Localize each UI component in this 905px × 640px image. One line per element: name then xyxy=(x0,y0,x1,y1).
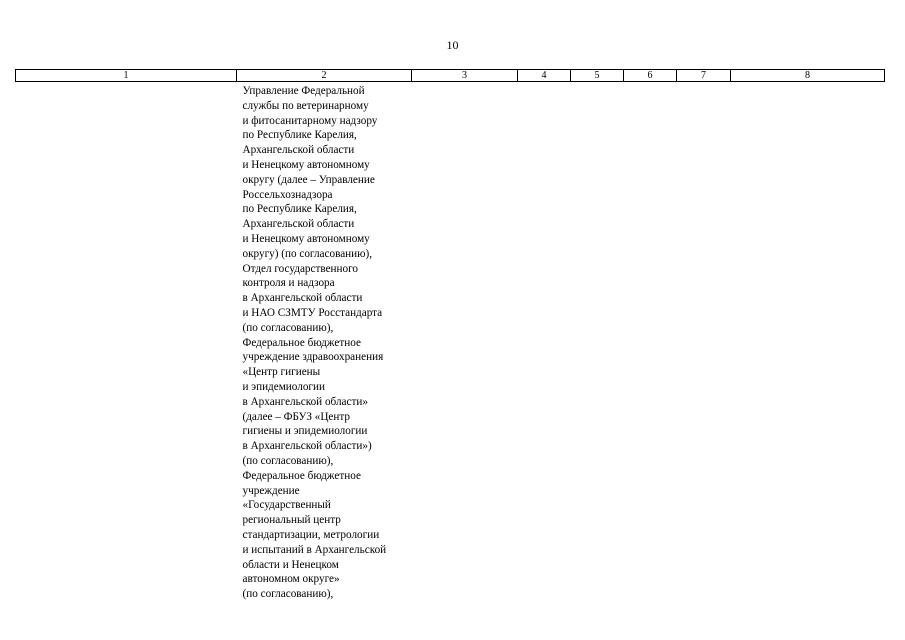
cell-text-line: контроля и надзора xyxy=(242,277,335,290)
table-header-row xyxy=(16,70,885,82)
cell-text-line: гигиены и эпидемиологии xyxy=(242,425,368,438)
table-cell-col2 xyxy=(237,82,412,602)
table-row xyxy=(16,82,885,602)
column-header-8: 8 xyxy=(731,70,885,82)
table-cell-col4 xyxy=(518,82,571,602)
cell-text-line: в Архангельской области») xyxy=(242,440,372,453)
cell-text-line: и НАО СЗМТУ Росстандарта xyxy=(242,306,383,319)
cell-text-line: области и Ненецком xyxy=(242,558,339,571)
cell-text-line: службы по ветеринарному xyxy=(242,99,369,112)
cell-text-line: автономном округе» xyxy=(242,573,340,586)
column-header-5: 5 xyxy=(571,70,624,82)
cell-text-line: Архангельской области xyxy=(242,218,355,231)
table-cell-col3 xyxy=(412,82,518,602)
cell-text-line: в Архангельской области xyxy=(242,292,363,305)
document-table-container xyxy=(15,69,884,602)
responsible-agencies-text xyxy=(237,82,412,602)
cell-text-line: региональный центр xyxy=(242,514,341,527)
column-header-6: 6 xyxy=(624,70,677,82)
cell-text-line: в Архангельской области» xyxy=(242,395,368,408)
document-table xyxy=(15,69,885,602)
cell-text-line: (по согласованию), xyxy=(242,588,334,601)
cell-text-line: по Республике Карелия, xyxy=(242,203,357,216)
cell-text-line: учреждение здравоохранения xyxy=(242,351,384,364)
table-cell-col1 xyxy=(16,82,237,602)
table-cell-col7 xyxy=(677,82,731,602)
cell-text-line: учреждение xyxy=(242,484,300,497)
cell-text-line: Федеральное бюджетное xyxy=(242,469,361,482)
cell-text-line: (по согласованию), xyxy=(242,321,334,334)
column-header-3: 3 xyxy=(412,70,518,82)
cell-text-line: Архангельской области xyxy=(242,144,355,157)
cell-text-line: «Государственный xyxy=(242,499,331,512)
cell-text-line: стандартизации, метрологии xyxy=(242,528,380,541)
cell-text-line: и Ненецкому автономному xyxy=(242,232,370,245)
cell-text-line: Управление Федеральной xyxy=(242,85,365,97)
table-cell-col8 xyxy=(731,82,885,602)
cell-text-line: (далее – ФБУЗ «Центр xyxy=(242,410,350,423)
cell-text-line: Отдел государственного xyxy=(242,262,359,275)
cell-text-line: (по согласованию), xyxy=(242,454,334,467)
column-header-1: 1 xyxy=(16,70,237,82)
cell-text-line: по Республике Карелия, xyxy=(242,129,357,142)
table-cell-col5 xyxy=(571,82,624,602)
cell-text-line: и Ненецкому автономному xyxy=(242,158,370,171)
cell-text-line: Россельхознадзора xyxy=(242,188,333,201)
column-header-2: 2 xyxy=(237,70,412,82)
cell-text-line: и фитосанитарному надзору xyxy=(242,114,378,127)
cell-text-line: округу) (по согласованию), xyxy=(242,247,373,260)
table-cell-col6 xyxy=(624,82,677,602)
page-number: 10 xyxy=(446,38,459,52)
cell-text-line: и испытаний в Архангельской xyxy=(242,543,387,556)
cell-text-line: Федеральное бюджетное xyxy=(242,336,361,349)
cell-text-line: округу (далее – Управление xyxy=(242,173,375,186)
cell-text-line: и эпидемиологии xyxy=(242,380,325,393)
column-header-7: 7 xyxy=(677,70,731,82)
column-header-4: 4 xyxy=(518,70,571,82)
cell-text-line: «Центр гигиены xyxy=(242,366,321,379)
